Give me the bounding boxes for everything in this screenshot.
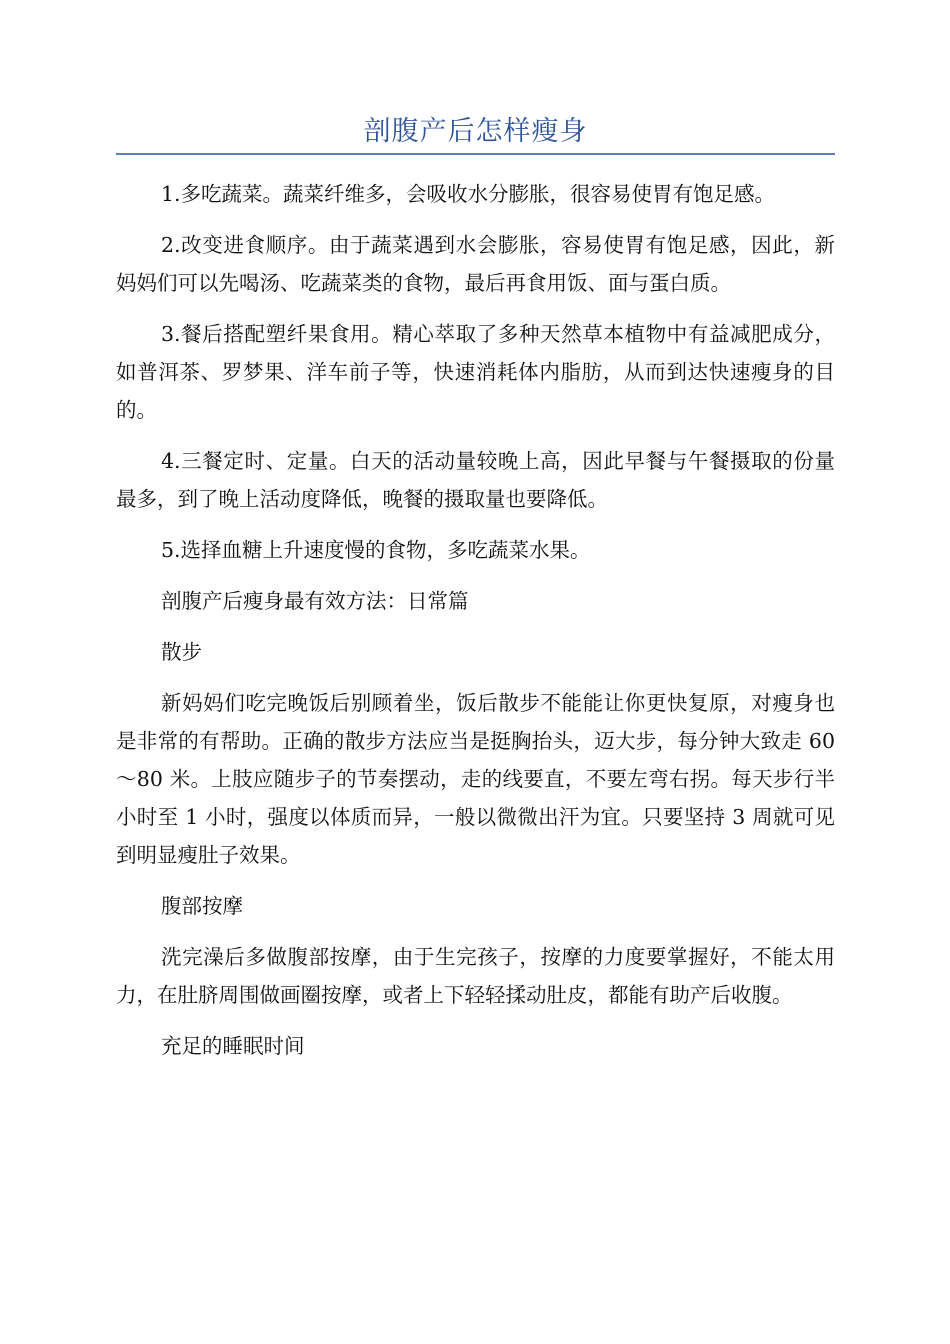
paragraph-tip-1: 1.多吃蔬菜。蔬菜纤维多，会吸收水分膨胀，很容易使胃有饱足感。 — [161, 182, 776, 206]
paragraph-tip-4: 4.三餐定时、定量。白天的活动量较晚上高，因此早餐与午餐摄取的份量最多，到了晚上活动度降低，晚餐的摄取量也要降低。 — [116, 449, 835, 511]
paragraph-tip-2: 2.改变进食顺序。由于蔬菜遇到水会膨胀，容易使胃有饱足感，因此，新妈妈们可以先喝汤、吃蔬菜类的食物，最后再食用饭、面与蛋白质。 — [116, 233, 835, 295]
title-underline — [116, 153, 835, 155]
subheading-abdominal-massage: 腹部按摩 — [161, 894, 243, 918]
subheading-sleep: 充足的睡眠时间 — [161, 1034, 305, 1058]
document-body — [116, 175, 835, 1078]
paragraph-tip-5: 5.选择血糖上升速度慢的食物，多吃蔬菜水果。 — [161, 538, 591, 562]
subheading-walking: 散步 — [161, 640, 202, 664]
section-heading-daily: 剖腹产后瘦身最有效方法：日常篇 — [161, 589, 469, 613]
paragraph-walking: 新妈妈们吃完晚饭后别顾着坐，饭后散步不能能让你更快复原，对瘦身也是非常的有帮助。正确的散步方法应当是挺胸抬头，迈大步，每分钟大致走 60～80 米。上肢应随步子的节奏摆动，走的线要直，不要左弯右拐。每天步行半小时至 1 小时，强度以体质而异，一般以微微出汗为宜。只要坚持 3 周就可见到明显瘦肚子效果。 — [116, 691, 835, 867]
document-title: 剖腹产后怎样瘦身 — [363, 116, 588, 147]
paragraph-tip-3: 3.餐后搭配塑纤果食用。精心萃取了多种天然草本植物中有益减肥成分，如普洱茶、罗梦果、洋车前子等，快速消耗体内脂肪，从而到达快速瘦身的目的。 — [116, 322, 835, 422]
paragraph-abdominal-massage: 洗完澡后多做腹部按摩，由于生完孩子，按摩的力度要掌握好，不能太用力，在肚脐周围做画圈按摩，或者上下轻轻揉动肚皮，都能有助产后收腹。 — [116, 945, 835, 1007]
